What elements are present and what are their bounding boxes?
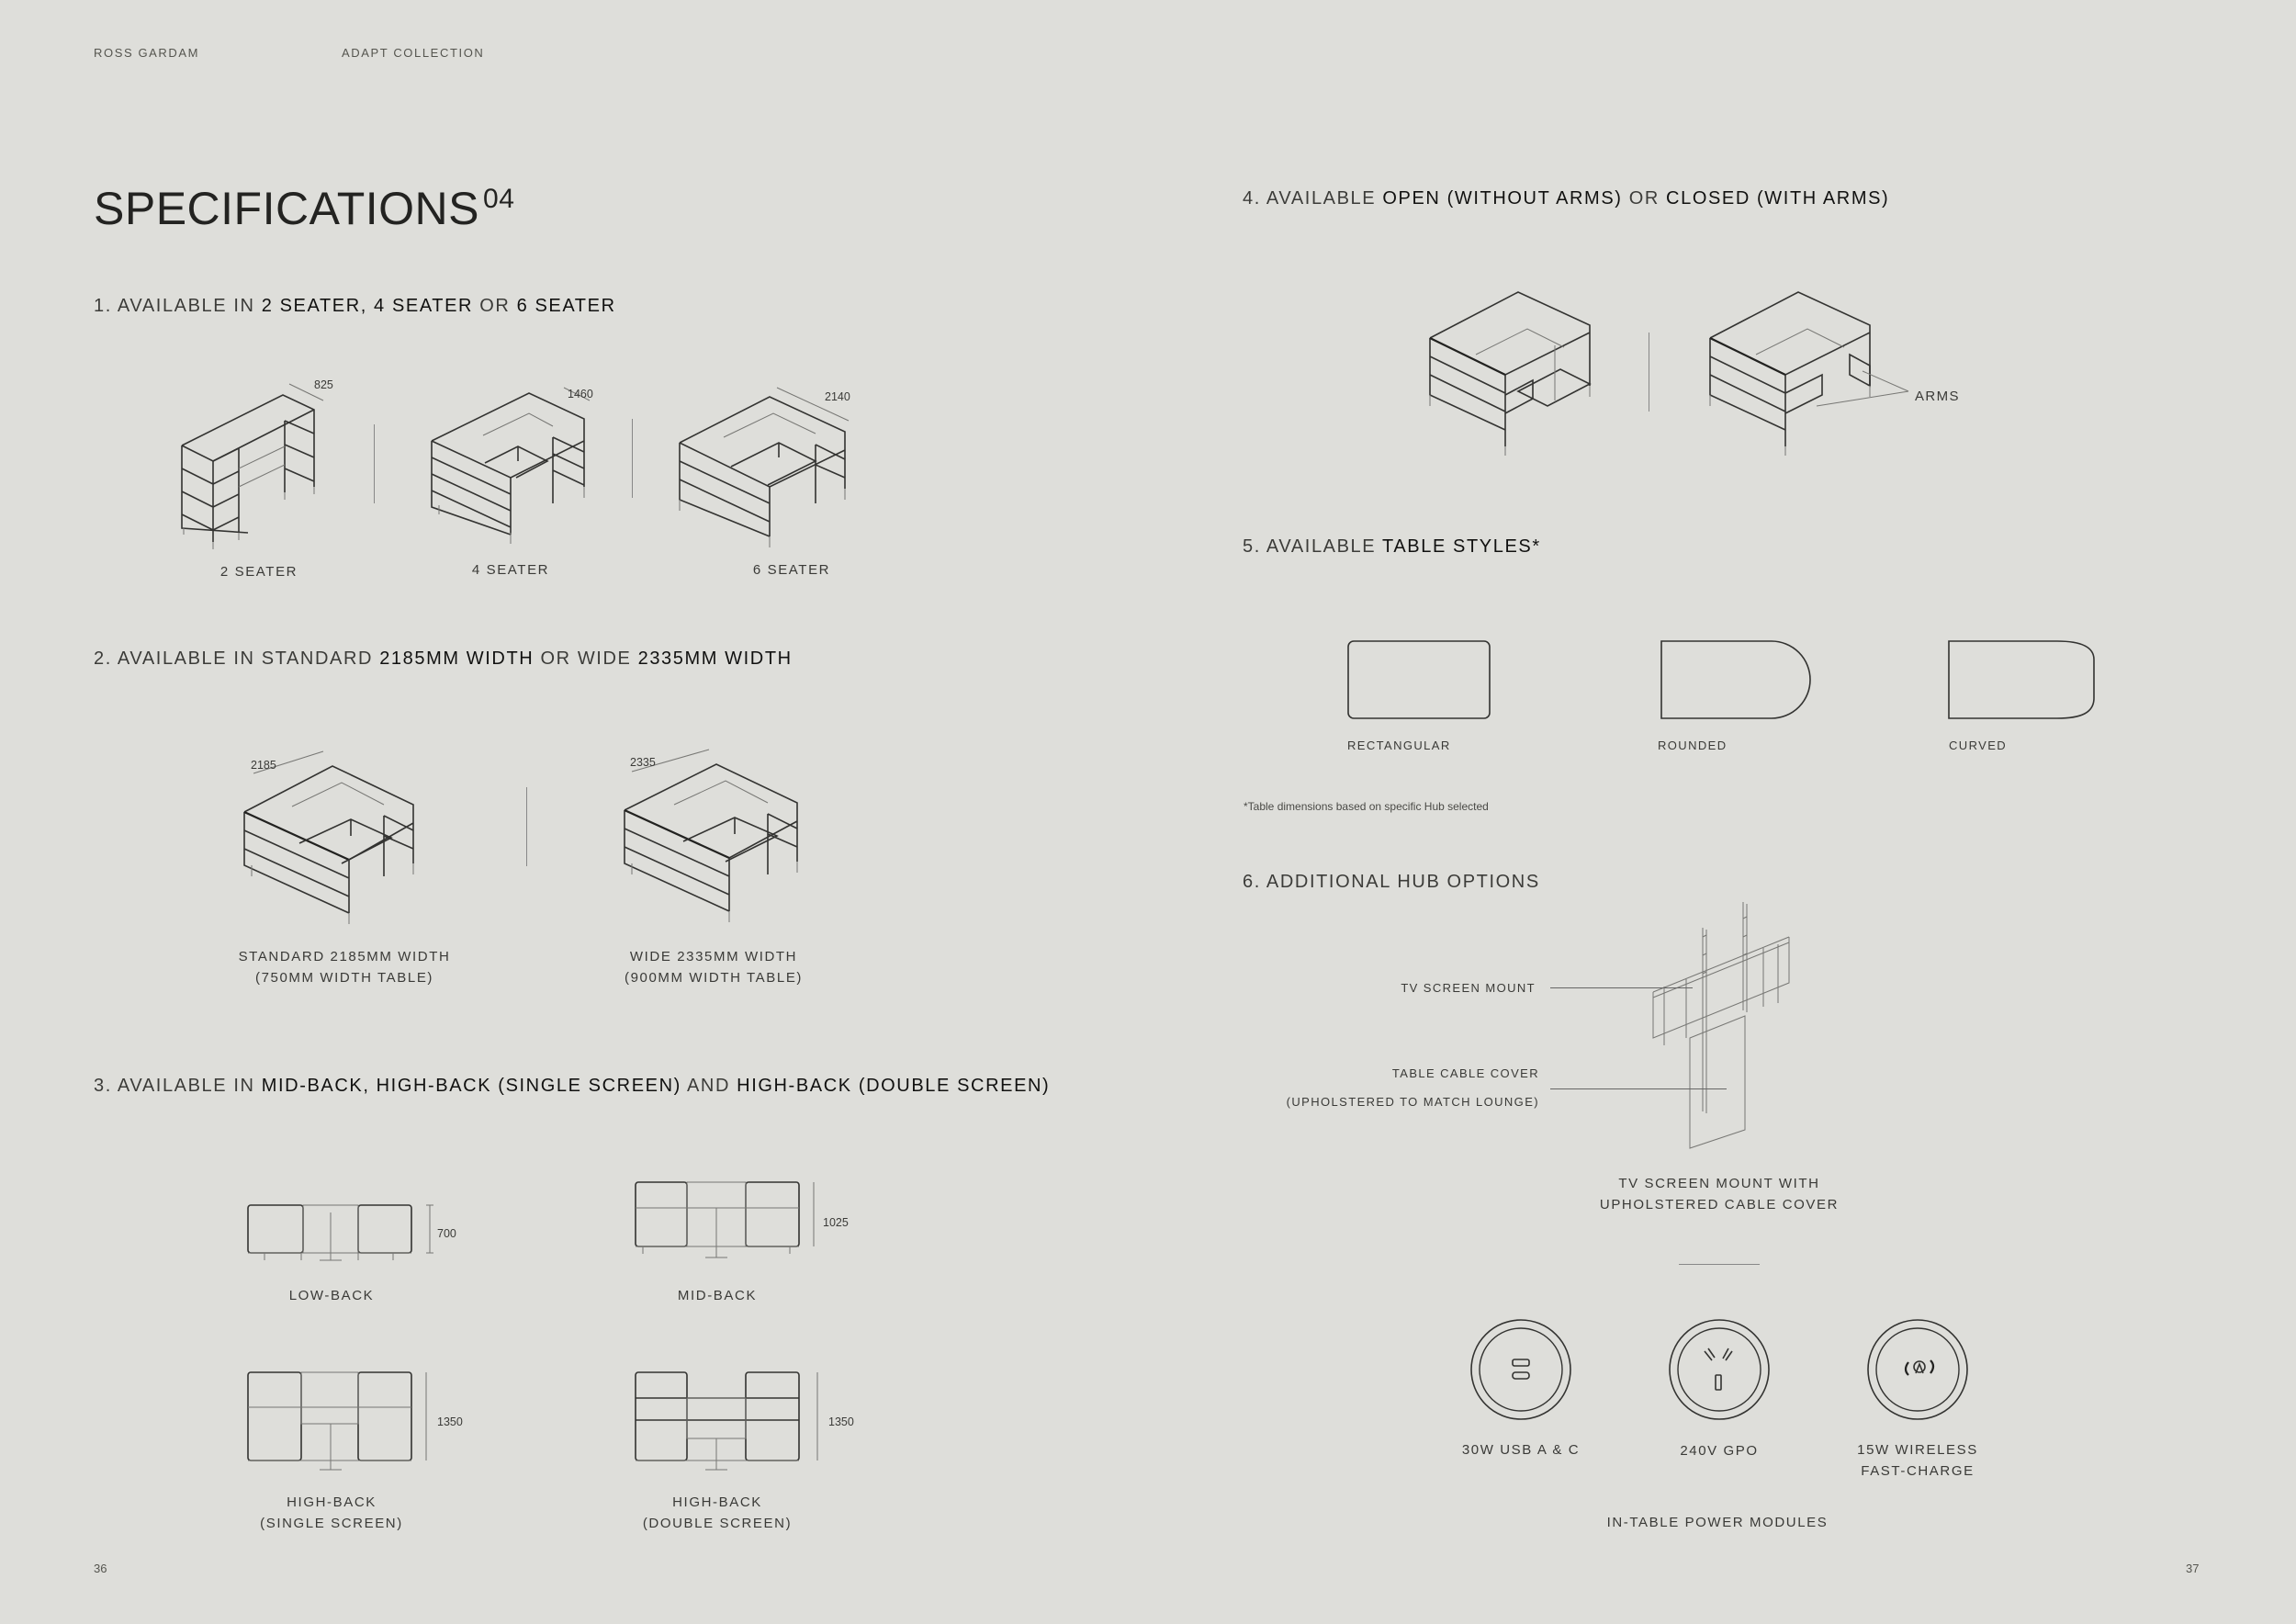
standard-width-caption-line1: STANDARD 2185MM WIDTH	[238, 949, 451, 964]
tv-mount-caption-line2: UPHOLSTERED CABLE COVER	[1599, 1197, 1840, 1212]
section-1-option-a: 2 SEATER, 4 SEATER	[261, 296, 474, 316]
section-4-mid: OR	[1622, 188, 1667, 209]
gpo-module-label: 240V GPO	[1680, 1443, 1759, 1459]
section-5-option-a: TABLE STYLES*	[1382, 536, 1541, 557]
wide-width-dimension: 2335	[630, 756, 656, 769]
curved-table-icon	[1947, 639, 2103, 722]
two-seater-label: 2 SEATER	[219, 564, 298, 580]
page-title-text: SPECIFICATIONS	[94, 183, 480, 234]
high-back-double-elevation	[634, 1370, 817, 1472]
high-back-double-caption	[602, 1492, 832, 1534]
section-4-pre: 4. AVAILABLE	[1243, 188, 1383, 209]
tv-mount-caption	[1581, 1173, 1857, 1215]
two-seater-drawing	[174, 377, 340, 551]
mid-back-label: MID-BACK	[677, 1288, 758, 1303]
section-2-mid: OR WIDE	[534, 648, 638, 669]
usb-module-label: 30W USB A & C	[1461, 1442, 1581, 1458]
wireless-module-label-line2: FAST-CHARGE	[1861, 1463, 1975, 1479]
section-2-option-b: 2335MM WIDTH	[637, 648, 793, 669]
section-5-pre: 5. AVAILABLE	[1243, 536, 1383, 557]
brand-name: ROSS GARDAM	[94, 46, 200, 60]
section-6-heading: 6. ADDITIONAL HUB OPTIONS	[1243, 872, 1540, 892]
high-back-double-caption-line1: HIGH-BACK	[672, 1494, 762, 1510]
leader-line	[1550, 1088, 1727, 1089]
section-2-pre: 2. AVAILABLE IN STANDARD	[94, 648, 380, 669]
page-title	[94, 182, 514, 235]
section-3-mid: AND	[681, 1076, 737, 1096]
rectangular-table-icon	[1346, 639, 1493, 722]
wireless-module-label	[1826, 1439, 2009, 1482]
section-4-option-a: OPEN (WITHOUT ARMS)	[1382, 188, 1623, 209]
section-3-pre: 3. AVAILABLE IN	[94, 1076, 262, 1096]
mid-back-dimension: 1025	[823, 1216, 849, 1229]
usb-module-icon	[1469, 1318, 1572, 1421]
rectangular-label: RECTANGULAR	[1347, 739, 1451, 752]
closed-with-arms-drawing	[1706, 290, 1890, 451]
arms-callout: ARMS	[1915, 389, 1960, 404]
divider	[632, 419, 633, 498]
open-without-arms-drawing	[1426, 290, 1601, 451]
page-title-number: 04	[483, 184, 515, 214]
high-back-double-caption-line2: (DOUBLE SCREEN)	[642, 1516, 793, 1531]
wide-width-caption-line1: WIDE 2335MM WIDTH	[629, 949, 798, 964]
six-seater-dimension: 2140	[825, 390, 850, 403]
divider	[1679, 1264, 1760, 1265]
page-number-right: 37	[2186, 1562, 2200, 1575]
wide-width-drawing	[621, 750, 805, 919]
high-back-single-elevation	[246, 1370, 430, 1472]
leader-line	[1550, 987, 1693, 988]
section-2-option-a: 2185MM WIDTH	[379, 648, 535, 669]
four-seater-drawing	[428, 386, 602, 551]
section-1-heading	[94, 296, 616, 317]
high-back-single-dimension: 1350	[437, 1415, 463, 1428]
section-3-option-b: HIGH-BACK (DOUBLE SCREEN)	[737, 1076, 1051, 1096]
section-2-heading	[94, 648, 793, 670]
standard-width-caption-line2: (750MM WIDTH TABLE)	[254, 970, 434, 986]
high-back-double-dimension: 1350	[828, 1415, 854, 1428]
page-number-left: 36	[94, 1562, 107, 1575]
section-4-heading	[1243, 188, 1889, 209]
section-3-heading	[94, 1076, 1050, 1097]
section-1-option-b: 6 SEATER	[516, 296, 616, 316]
high-back-single-caption-line2: (SINGLE SCREEN)	[260, 1516, 403, 1531]
cable-cover-callout-note: (UPHOLSTERED TO MATCH LOUNGE)	[1286, 1095, 1539, 1109]
high-back-single-caption-line1: HIGH-BACK	[287, 1494, 377, 1510]
rounded-label: ROUNDED	[1658, 739, 1728, 752]
tv-mount-drawing	[1635, 900, 1818, 1148]
section-1-mid: OR	[473, 296, 517, 316]
wireless-module-label-line1: 15W WIRELESS	[1857, 1442, 1978, 1458]
wireless-charge-icon	[1866, 1318, 1969, 1421]
two-seater-dimension: 825	[314, 378, 333, 391]
six-seater-label: 6 SEATER	[752, 562, 831, 578]
standard-width-drawing	[241, 751, 424, 919]
section-5-heading	[1243, 536, 1541, 558]
four-seater-dimension: 1460	[568, 388, 593, 400]
rounded-table-icon	[1658, 639, 1814, 722]
power-modules-caption: IN-TABLE POWER MODULES	[1606, 1515, 1829, 1530]
divider	[374, 424, 375, 503]
low-back-elevation	[246, 1203, 430, 1268]
section-1-pre: 1. AVAILABLE IN	[94, 296, 262, 316]
low-back-label: LOW-BACK	[288, 1288, 375, 1303]
six-seater-drawing	[678, 386, 861, 551]
mid-back-elevation	[634, 1180, 817, 1263]
standard-width-caption	[216, 946, 473, 988]
four-seater-label: 4 SEATER	[471, 562, 550, 578]
section-4-option-b: CLOSED (WITH ARMS)	[1666, 188, 1890, 209]
section-3-option-a: MID-BACK, HIGH-BACK (SINGLE SCREEN)	[261, 1076, 681, 1096]
tv-screen-mount-callout: TV SCREEN MOUNT	[1401, 981, 1536, 995]
cable-cover-callout: TABLE CABLE COVER	[1391, 1066, 1539, 1080]
tv-mount-caption-line1: TV SCREEN MOUNT WITH	[1618, 1176, 1820, 1191]
gpo-module-icon	[1668, 1318, 1771, 1421]
wide-width-caption	[585, 946, 842, 988]
table-footnote: *Table dimensions based on specific Hub selected	[1244, 800, 1489, 813]
collection-name: ADAPT COLLECTION	[342, 46, 485, 60]
wide-width-caption-line2: (900MM WIDTH TABLE)	[624, 970, 804, 986]
low-back-dimension: 700	[437, 1227, 456, 1240]
divider	[526, 787, 527, 866]
standard-width-dimension: 2185	[251, 759, 276, 772]
high-back-single-caption	[217, 1492, 446, 1534]
curved-label: CURVED	[1949, 739, 2008, 752]
